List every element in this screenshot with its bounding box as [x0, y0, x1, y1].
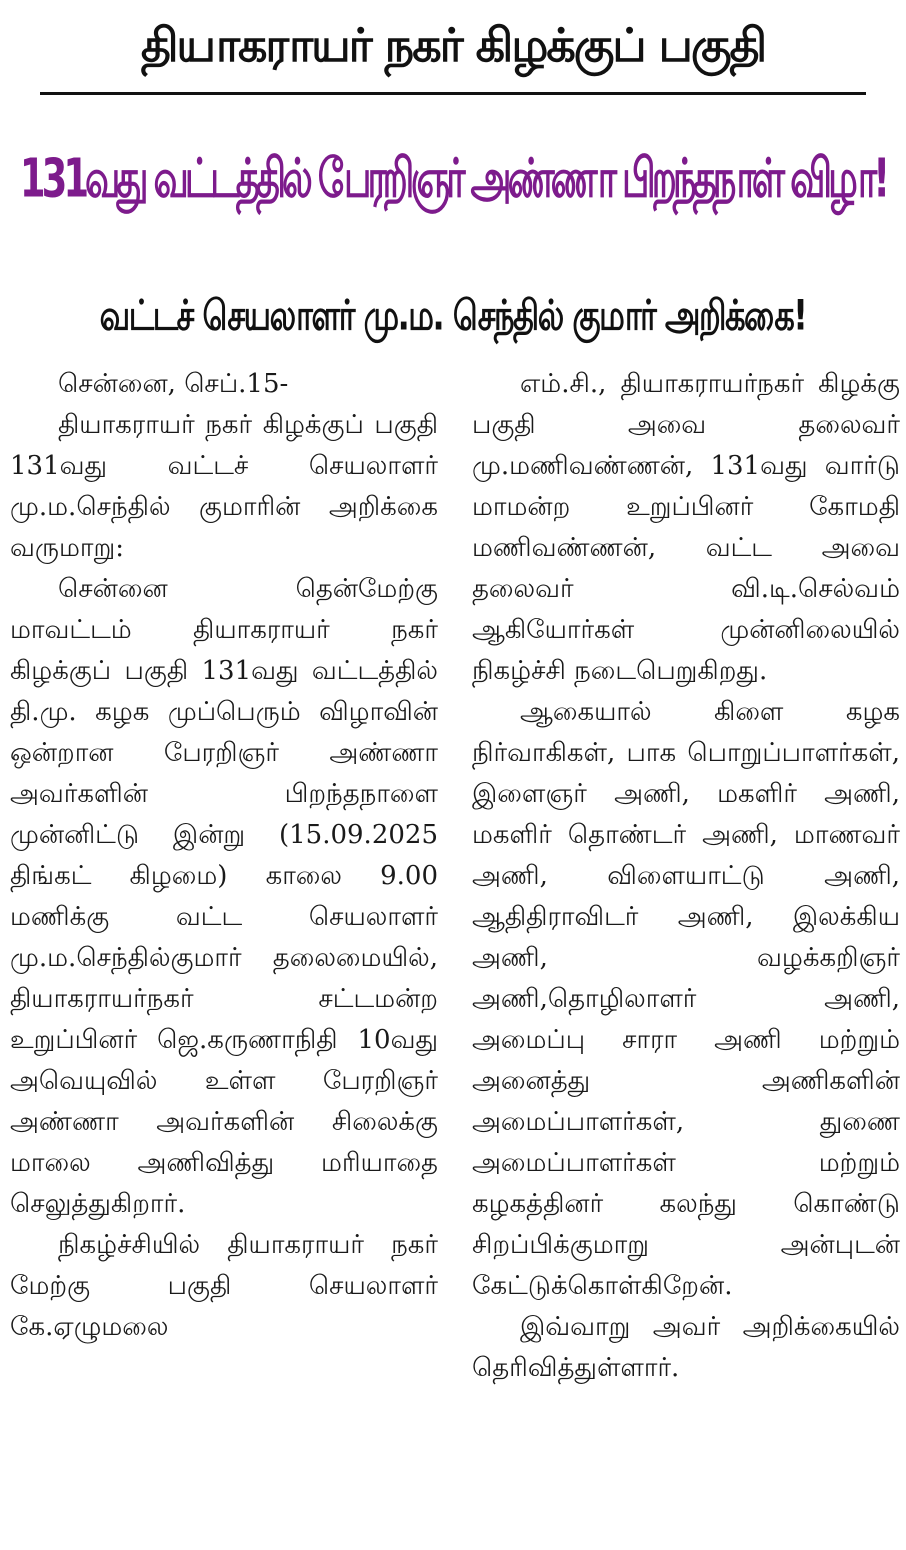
- section-kicker: தியாகராயர் நகர் கிழக்குப் பகுதி: [140, 17, 766, 72]
- paragraph: தியாகராயர் நகர் கிழக்குப் பகுதி 131வது வட்டச் செயலாளர் மு.ம.செந்தில் குமாரின் அறிக்கை வருமாறு:: [10, 410, 438, 563]
- article-column-right: [472, 364, 900, 1544]
- paragraph: ஆகையால் கிளை கழக நிர்வாகிகள், பாக பொறுப்பாளர்கள், இளைஞர் அணி, மகளிர் அணி, மகளிர் தொண்டர் அணி, மாணவர் அணி, விளையாட்டு அணி, ஆதிதிராவிடர் அணி, இலக்கிய அணி, வழக்கறிஞர் அணி,தொழிலாளர் அணி, அமைப்பு சாரா அணி மற்றும் அனைத்து அணிகளின் அமைப்பாளர்கள், துணை அமைப்பாளர்கள் மற்றும் கழகத்தினர் கலந்து கொண்டு சிறப்பிக்குமாறு அன்புடன் கேட்டுக்கொள்கிறேன்.: [472, 697, 900, 1301]
- article-column-left: [10, 364, 438, 1544]
- article-subheadline: வட்டச் செயலாளர் மு.ம. செந்தில் குமார் அறிக்கை!: [99, 290, 807, 341]
- paragraph: நிகழ்ச்சியில் தியாகராயர் நகர் மேற்கு பகுதி செயலாளர் கே.ஏழுமலை: [10, 1230, 438, 1342]
- article-headline: 131வது வட்டத்தில் பேரறிஞர் அண்ணா பிறந்தநாள் விழா!: [19, 147, 887, 210]
- dateline: சென்னை, செப்.15-: [58, 369, 289, 399]
- paragraph: எம்.சி., தியாகராயர்நகர் கிழக்கு பகுதி அவை தலைவர் மு.மணிவண்ணன், 131வது வார்டு மாமன்ற உறுப்பினர் கோமதி மணிவண்ணன், வட்ட அவை தலைவர் வி.டி.செல்வம் ஆகியோர்கள் முன்னிலையில் நிகழ்ச்சி நடைபெறுகிறது.: [472, 369, 900, 686]
- paragraph: இவ்வாறு அவர் அறிக்கையில் தெரிவித்துள்ளார்.: [472, 1312, 900, 1383]
- paragraph: சென்னை தென்மேற்கு மாவட்டம் தியாகராயர் நகர் கிழக்குப் பகுதி 131வது வட்டத்தில் தி.மு. கழக முப்பெரும் விழாவின் ஒன்றான பேரறிஞர் அண்ணா அவர்களின் பிறந்தநாளை முன்னிட்டு இன்று (15.09.2025 திங்கட் கிழமை) காலை 9.00 மணிக்கு வட்ட செயலாளர் மு.ம.செந்தில்குமார் தலைமையில், தியாகராயர்நகர் சட்டமன்ற உறுப்பினர் ஜெ.கருணாநிதி 10வது அவெயுவில் உள்ள பேரறிஞர் அண்ணா அவர்களின் சிலைக்கு மாலை அணிவித்து மரியாதை செலுத்துகிறார்.: [10, 574, 438, 1219]
